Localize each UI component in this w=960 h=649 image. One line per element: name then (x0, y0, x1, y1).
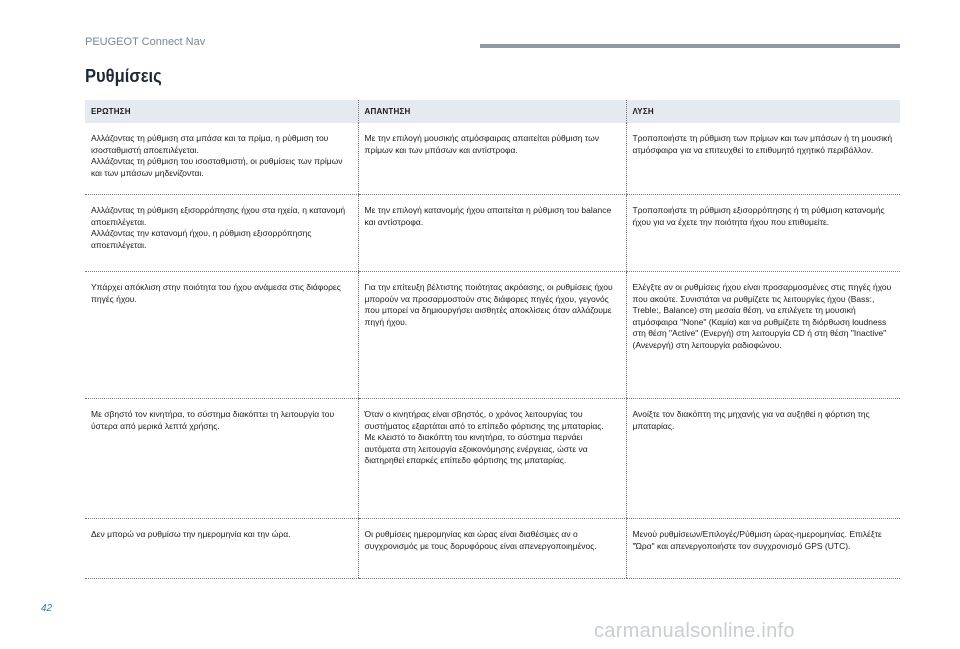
answer-cell: Οι ρυθμίσεις ημερομηνίας και ώρας είναι διαθέσιμες αν ο συγχρονισμός με τους δορυφόρους είναι απενεργοποιημένος. (358, 519, 626, 579)
page-title: Ρυθμίσεις (85, 66, 162, 86)
answer-cell: Με την επιλογή κατανομής ήχου απαιτείται η ρύθμιση του balance και αντίστροφα. (358, 195, 626, 272)
column-header-solution: ΛΥΣΗ (626, 100, 900, 123)
question-cell: Με σβηστό τον κινητήρα, το σύστημα διακόπτει τη λειτουργία του ύστερα από μερικά λεπτά χρήσης. (85, 399, 358, 519)
watermark: carmanualsonline.info (594, 620, 795, 642)
answer-cell: Με την επιλογή μουσικής ατμόσφαιρας απαιτείται ρύθμιση των πρίμων και των μπάσων και αντίστροφα. (358, 123, 626, 195)
table-row (85, 399, 900, 519)
answer-cell: Για την επίτευξη βέλτιστης ποιότητας ακρόασης, οι ρυθμίσεις ήχου μπορούν να προσαρμοστούν στις διάφορες πηγές ήχου, γεγονός που μπορεί να δημιουργήσει αισθητές αποκλίσεις όταν αλλάζουμε πηγή ήχου. (358, 272, 626, 399)
table-row (85, 195, 900, 272)
header-rule (480, 44, 900, 48)
table-row (85, 272, 900, 399)
column-header-answer: ΑΠΑΝΤΗΣΗ (358, 100, 626, 123)
question-cell: Αλλάζοντας τη ρύθμιση εξισορρόπησης ήχου στα ηχεία, η κατανομή αποεπιλέγεται. Αλλάζοντας την κατανομή ήχου, η ρύθμιση εξισορρόπησης αποεπιλέγεται. (85, 195, 358, 272)
question-cell: Υπάρχει απόκλιση στην ποιότητα του ήχου ανάμεσα στις διάφορες πηγές ήχου. (85, 272, 358, 399)
table-row (85, 519, 900, 579)
solution-cell: Μενού ρυθμίσεων/Επιλογές/Ρύθμιση ώρας-ημερομηνίας. Επιλέξτε "Ώρα" και απενεργοποιήστε τον συγχρονισμό GPS (UTC). (626, 519, 900, 579)
question-cell: Δεν μπορώ να ρυθμίσω την ημερομηνία και την ώρα. (85, 519, 358, 579)
page-number: 42 (41, 603, 53, 614)
solution-cell: Τροποποιήστε τη ρύθμιση εξισορρόπησης ή τη ρύθμιση κατανομής ήχου για να έχετε την ποιότητα ήχου που επιθυμείτε. (626, 195, 900, 272)
solution-cell: Ελέγξτε αν οι ρυθμίσεις ήχου είναι προσαρμοσμένες στις πηγές ήχου που ακούτε. Συνιστάται να ρυθμίζετε τις λειτουργίες ήχου (Bass:, Treble:, Balance) στη μεσαία θέση, να επιλέγετε τη μουσική ατμόσφαιρα "None" (Καμία) και να ρυθμίζετε τη διόρθωση loudness στη θέση "Active" (Ενεργή) στη λειτουργία CD ή στη θέση "Inactive" (Ανενεργή) στη λειτουργία ραδιοφώνου. (626, 272, 900, 399)
solution-cell: Τροποποιήστε τη ρύθμιση των πρίμων και των μπάσων ή τη μουσική ατμόσφαιρα για να επιτευχθεί το επιθυμητό ηχητικό περιβάλλον. (626, 123, 900, 195)
header-brand: PEUGEOT Connect Nav (85, 36, 206, 48)
column-header-question: ΕΡΩΤΗΣΗ (85, 100, 358, 123)
question-cell: Αλλάζοντας τη ρύθμιση στα μπάσα και τα πρίμα, η ρύθμιση του ισοσταθμιστή αποεπιλέγεται. Αλλάζοντας τη ρύθμιση του ισοσταθμιστή, οι ρυθμίσεις των πρίμων και των μπάσων μηδενίζονται. (85, 123, 358, 195)
solution-cell: Ανοίξτε τον διακόπτη της μηχανής για να αυξηθεί η φόρτιση της μπαταρίας. (626, 399, 900, 519)
table-header-row (85, 100, 900, 123)
troubleshooting-table (85, 100, 900, 579)
table-row (85, 123, 900, 195)
answer-cell: Όταν ο κινητήρας είναι σβηστός, ο χρόνος λειτουργίας του συστήματος εξαρτάται από το επίπεδο φόρτισης της μπαταρίας. Με κλειστό το διακόπτη του κινητήρα, το σύστημα περνάει αυτόματα στη λειτουργία εξοικονόμησης ενέργειας, ώστε να διατηρηθεί επαρκές επίπεδο φόρτισης της μπαταρίας. (358, 399, 626, 519)
